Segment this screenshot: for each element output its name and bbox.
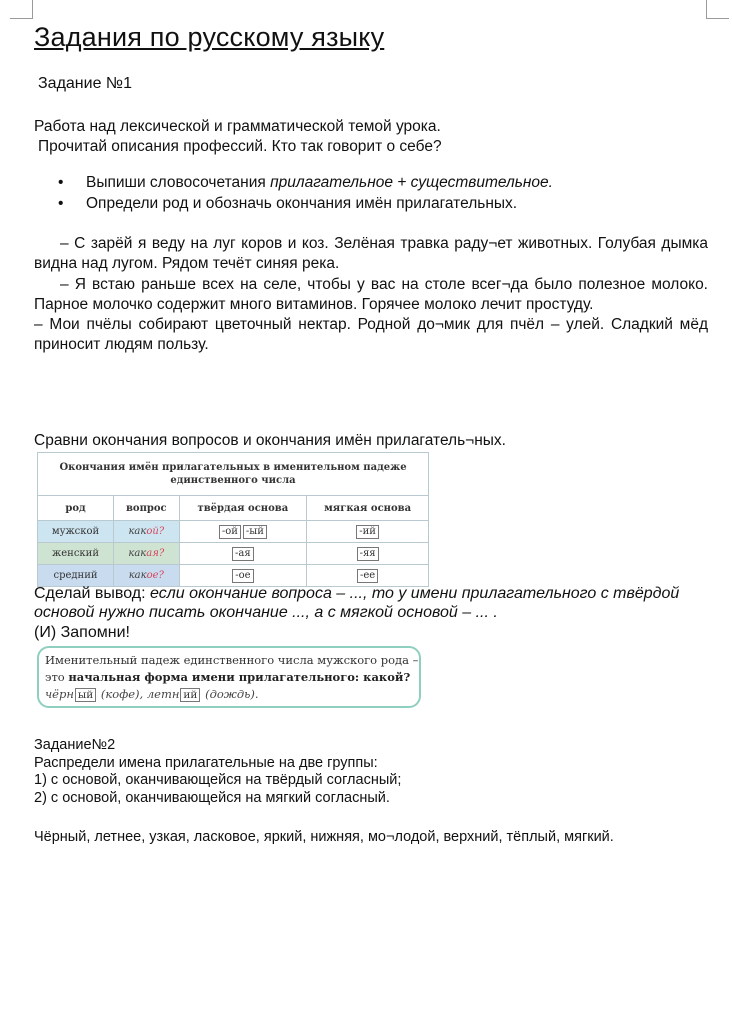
rule-box bbox=[37, 646, 421, 708]
table-row bbox=[38, 521, 429, 543]
page-corner-mark-right bbox=[706, 0, 729, 19]
question-cell bbox=[114, 543, 180, 565]
story-paragraph: – С зарёй я веду на луг коров и коз. Зелёная травка раду¬ет животных. Голубая дымка видна над лугом. Рядом течёт синяя река. bbox=[34, 235, 708, 273]
question-stem: как bbox=[128, 548, 147, 559]
ending-box: -ий bbox=[356, 525, 379, 539]
column-header: твёрдая основа bbox=[179, 496, 307, 521]
endings-table bbox=[37, 452, 429, 587]
conclusion-text: если окончание вопроса – ..., то у имени прилагательного с твёрдой основой нужно писать окончание ..., а с мягкой основой – ... . bbox=[34, 585, 680, 621]
question-cell bbox=[114, 521, 180, 543]
task2-instruction: Распредели имена прилагательные на две группы: bbox=[34, 754, 378, 771]
gender-cell: мужской bbox=[38, 521, 114, 543]
question-ending: ой? bbox=[146, 526, 165, 537]
bullet-item bbox=[58, 172, 553, 193]
example-noun: (кофе), bbox=[100, 687, 144, 701]
column-header: мягкая основа bbox=[307, 496, 429, 521]
task2-block bbox=[34, 737, 401, 807]
example-stem: летн bbox=[146, 687, 180, 701]
example-stem: чёрн bbox=[45, 687, 74, 701]
ending-box: ий bbox=[180, 688, 200, 702]
task1-bullets bbox=[58, 172, 553, 214]
gender-cell: средний bbox=[38, 565, 114, 587]
ending-box: -ое bbox=[232, 569, 253, 583]
rule-text: Именительный падеж единственного числа мужского рода – это bbox=[45, 653, 419, 684]
column-header: род bbox=[38, 496, 114, 521]
question-ending: ое? bbox=[146, 570, 164, 581]
story-text bbox=[34, 234, 708, 356]
task2-item: 2) с основой, оканчивающейся на мягкий согласный. bbox=[34, 789, 390, 806]
rule-bold-text: начальная форма имени прилагательного: какой? bbox=[68, 670, 411, 684]
story-paragraph: – Я встаю раньше всех на селе, чтобы у вас на столе всег¬да было полезное молоко. Парное молочко содержит много витаминов. Горячее молоко лечит простуду. bbox=[34, 275, 708, 313]
page-title: Задания по русскому языку bbox=[34, 22, 385, 52]
page-corner-mark-left bbox=[10, 0, 33, 19]
column-header: вопрос bbox=[114, 496, 180, 521]
bullet-text: Определи род и обозначь окончания имён прилагательных. bbox=[86, 195, 518, 212]
bullet-text: Выпиши словосочетания bbox=[86, 174, 271, 191]
soft-ending-cell bbox=[307, 521, 429, 543]
story-paragraph: – Мои пчёлы собирают цветочный нектар. Родной до¬мик для пчёл – улей. Сладкий мёд приносит людям пользу. bbox=[34, 316, 708, 354]
conclusion bbox=[34, 584, 708, 622]
hard-ending-cell bbox=[179, 521, 307, 543]
question-stem: как bbox=[128, 526, 147, 537]
soft-ending-cell bbox=[307, 543, 429, 565]
task1-intro bbox=[34, 117, 442, 157]
conclusion-label: Сделай вывод: bbox=[34, 585, 146, 602]
intro-line-2: Прочитай описания профессий. Кто так говорит о себе? bbox=[38, 138, 442, 155]
table-caption: Окончания имён прилагательных в именительном падеже единственного числа bbox=[38, 453, 429, 496]
gender-cell: женский bbox=[38, 543, 114, 565]
ending-box: -ый bbox=[243, 525, 267, 539]
bullet-italic-text: прилагательное + существительное. bbox=[270, 174, 553, 191]
remember-heading: (И) Запомни! bbox=[34, 624, 130, 641]
question-stem: как bbox=[128, 570, 147, 581]
example-noun: (дождь). bbox=[205, 687, 259, 701]
ending-box: -ой bbox=[219, 525, 241, 539]
task2-item: 1) с основой, оканчивающейся на твёрдый согласный; bbox=[34, 772, 402, 788]
question-ending: ая? bbox=[146, 548, 165, 559]
ending-box: ый bbox=[75, 688, 96, 702]
ending-box: -ая bbox=[232, 547, 254, 561]
hard-ending-cell bbox=[179, 543, 307, 565]
intro-line-1: Работа над лексической и грамматической темой урока. bbox=[34, 118, 441, 135]
task2-heading: Задание№2 bbox=[34, 737, 116, 753]
ending-box: -яя bbox=[357, 547, 379, 561]
ending-box: -ее bbox=[357, 569, 378, 583]
task2-word-list: Чёрный, летнее, узкая, ласковое, яркий, нижняя, мо¬лодой, верхний, тёплый, мягкий. bbox=[34, 829, 614, 845]
bullet-item bbox=[58, 193, 553, 214]
compare-heading: Сравни окончания вопросов и окончания имён прилагатель¬ных. bbox=[34, 432, 506, 449]
task1-heading: Задание №1 bbox=[38, 75, 132, 92]
table-row bbox=[38, 543, 429, 565]
